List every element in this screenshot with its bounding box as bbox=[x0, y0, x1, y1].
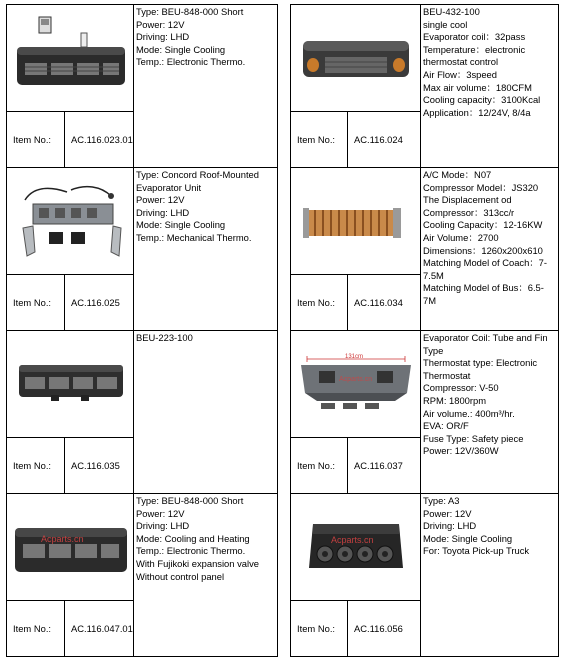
product-spec-cell bbox=[421, 168, 559, 331]
spec-line: For: Toyota Pick-up Truck bbox=[423, 545, 530, 557]
spec-line: EVA: OR/F bbox=[423, 420, 469, 432]
spec-line: thermostat control bbox=[423, 56, 499, 68]
product-spec-cell bbox=[134, 168, 278, 331]
spec-line: Compressor Model：JS320 bbox=[423, 181, 539, 193]
spec-line: Thermostat type: Electronic bbox=[423, 357, 538, 369]
spec-line: Evaporator coil：32pass bbox=[423, 31, 526, 43]
roof-mounted-evaporator-photo bbox=[295, 351, 417, 417]
left-catalog-table bbox=[6, 4, 278, 657]
spec-line: Without control panel bbox=[136, 570, 225, 582]
spec-line: A/C Mode：N07 bbox=[423, 169, 492, 180]
product-photo-cell bbox=[291, 494, 421, 601]
product-spec-cell bbox=[134, 331, 278, 494]
spec-line: Type: A3 bbox=[423, 495, 460, 506]
dimension-label: 131cm bbox=[345, 354, 364, 360]
product-photo-cell bbox=[7, 331, 134, 438]
spec-line: Matching Model of Bus：6.5- bbox=[423, 282, 544, 294]
watermark-text: Acparts.cn bbox=[331, 535, 374, 545]
spec-line: Type: BEU-848-000 Short bbox=[136, 6, 244, 17]
evaporator-unit-photo bbox=[299, 35, 413, 87]
product-photo-cell bbox=[291, 5, 421, 112]
spec-line: Temp.: Electronic Thermo. bbox=[136, 545, 246, 557]
product-spec-cell bbox=[421, 331, 559, 494]
spec-line: Temp.: Electronic Thermo. bbox=[136, 56, 246, 68]
spec-line: Power: 12V/360W bbox=[423, 445, 499, 457]
spec-line: 7.5M bbox=[423, 269, 444, 281]
evaporator-unit-photo bbox=[15, 355, 127, 411]
item-no-value: AC.116.047.01 bbox=[65, 601, 134, 657]
spec-line: Compressor：313cc/r bbox=[423, 206, 515, 218]
item-no-label: Item No.: bbox=[291, 438, 348, 494]
evaporator-coil-photo bbox=[301, 204, 411, 248]
spec-line: Driving: LHD bbox=[136, 206, 190, 218]
watermark-text: Acparts.cn bbox=[339, 376, 373, 383]
spec-line: Fuse Type: Safety piece bbox=[423, 432, 524, 444]
product-photo-cell bbox=[7, 494, 134, 601]
spec-line: Air volume.: 400m³/hr. bbox=[423, 407, 515, 419]
spec-line: Type: Concord Roof-Mounted bbox=[136, 169, 259, 180]
spec-line: The Displacement od bbox=[423, 194, 512, 206]
product-spec-cell bbox=[134, 494, 278, 657]
spec-line: Thermostat bbox=[423, 369, 471, 381]
evaporator-unit-photo bbox=[11, 7, 131, 102]
spec-line: Cooling Capacity：12-16KW bbox=[423, 219, 543, 231]
spec-line: Mode: Single Cooling bbox=[423, 532, 513, 544]
spec-line: Dimensions：1260x200x610 bbox=[423, 244, 543, 256]
item-no-label: Item No.: bbox=[291, 112, 348, 168]
product-spec-cell bbox=[421, 5, 559, 168]
spec-line: 7M bbox=[423, 294, 437, 306]
spec-line: Mode: Single Cooling bbox=[136, 43, 226, 55]
spec-line: Mode: Cooling and Heating bbox=[136, 532, 250, 544]
spec-line: single cool bbox=[423, 18, 468, 30]
item-no-value: AC.116.056 bbox=[348, 601, 421, 657]
spec-line: Matching Model of Coach：7- bbox=[423, 257, 548, 269]
item-no-label: Item No.: bbox=[291, 601, 348, 657]
item-no-label: Item No.: bbox=[291, 275, 348, 331]
spec-line: Evaporator Unit bbox=[136, 181, 202, 193]
product-photo-cell bbox=[291, 168, 421, 275]
spec-line: Type bbox=[423, 344, 444, 356]
item-no-label: Item No.: bbox=[7, 438, 65, 494]
spec-line: Mode: Single Cooling bbox=[136, 219, 226, 231]
item-no-label: Item No.: bbox=[7, 275, 65, 331]
right-catalog-table bbox=[290, 4, 559, 657]
product-photo-cell bbox=[7, 5, 134, 112]
spec-line: Temp.: Mechanical Thermo. bbox=[136, 231, 252, 243]
spec-line: BEU-432-100 bbox=[423, 6, 480, 17]
spec-line: Power: 12V bbox=[423, 507, 472, 519]
product-photo-cell bbox=[291, 331, 421, 438]
spec-line: Power: 12V bbox=[136, 507, 185, 519]
item-no-value: AC.116.024 bbox=[348, 112, 421, 168]
spec-line: With Fujikoki expansion valve bbox=[136, 557, 259, 569]
item-no-label: Item No.: bbox=[7, 112, 65, 168]
watermark-text: Acparts.cn bbox=[41, 534, 84, 544]
item-no-label: Item No.: bbox=[7, 601, 65, 657]
spec-line: Power: 12V bbox=[136, 18, 185, 30]
item-no-value: AC.116.023.01 bbox=[65, 112, 134, 168]
spec-line: Max air volume：180CFM bbox=[423, 81, 532, 93]
roof-mounted-evaporator-kit-photo bbox=[15, 182, 127, 264]
spec-line: Evaporator Coil: Tube and Fin bbox=[423, 332, 548, 343]
item-no-value: AC.116.037 bbox=[348, 438, 421, 494]
spec-line: Air Flow：3speed bbox=[423, 68, 497, 80]
item-no-value: AC.116.025 bbox=[65, 275, 134, 331]
spec-line: BEU-223-100 bbox=[136, 332, 193, 343]
evaporator-unit-photo bbox=[13, 520, 129, 580]
spec-line: Driving: LHD bbox=[136, 520, 190, 532]
spec-line: Application：12/24V, 8/4a bbox=[423, 106, 531, 118]
product-photo-cell bbox=[7, 168, 134, 275]
spec-line: Compressor: V-50 bbox=[423, 382, 499, 394]
spec-line: Type: BEU-848-000 Short bbox=[136, 495, 244, 506]
spec-line: Power: 12V bbox=[136, 194, 185, 206]
spec-line: Temperature：electronic bbox=[423, 43, 526, 55]
product-spec-cell bbox=[421, 494, 559, 657]
spec-line: Cooling capacity：3100Kcal bbox=[423, 94, 541, 106]
product-spec-cell bbox=[134, 5, 278, 168]
spec-line: Air Volume：2700 bbox=[423, 231, 499, 243]
spec-line: RPM: 1800rpm bbox=[423, 394, 487, 406]
item-no-value: AC.116.035 bbox=[65, 438, 134, 494]
spec-line: Driving: LHD bbox=[136, 31, 190, 43]
underdash-evaporator-photo bbox=[307, 514, 405, 580]
spec-line: Driving: LHD bbox=[423, 520, 477, 532]
item-no-value: AC.116.034 bbox=[348, 275, 421, 331]
